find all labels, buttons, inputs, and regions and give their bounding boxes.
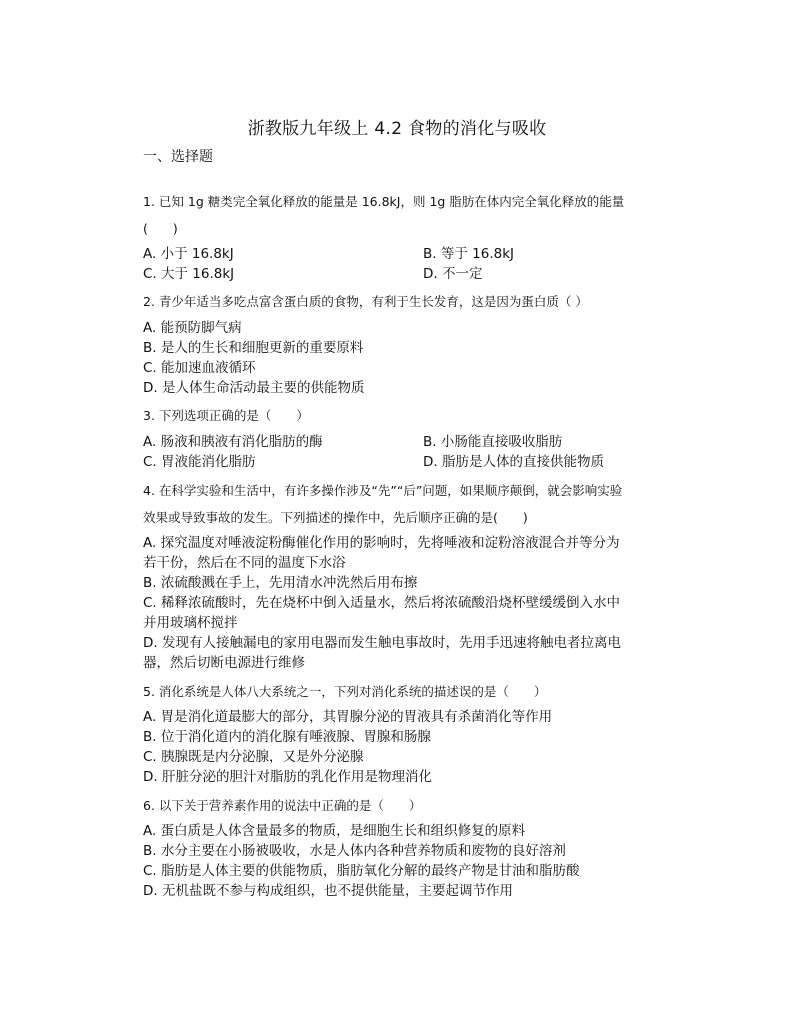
question-4-option-b: B. 浓硫酸溅在手上，先用清水冲洗然后用布擦 [143, 575, 418, 591]
question-3-option-d: D. 脂肪是人体的直接供能物质 [423, 454, 604, 470]
question-1-option-b: B. 等于 16.8kJ [423, 246, 514, 262]
question-1-option-d: D. 不一定 [423, 266, 483, 282]
question-1-answer-paren: ( ) [143, 221, 178, 236]
question-6-option-b: B. 水分主要在小肠被吸收，水是人体内各种营养物质和废物的良好溶剂 [143, 843, 566, 859]
section-heading: 一、选择题 [143, 149, 213, 165]
question-5-option-d: D. 肝脏分泌的胆汁对脂肪的乳化作用是物理消化 [143, 769, 432, 785]
question-1-option-c: C. 大于 16.8kJ [143, 266, 235, 282]
question-2-option-c: C. 能加速血液循环 [143, 360, 256, 376]
question-4-stem-line-2: 效果或导致事故的发生。下列描述的操作中，先后顺序正确的是( ) [143, 510, 528, 525]
question-5-stem: 5. 消化系统是人体八大系统之一，下列对消化系统的描述误的是（ ） [143, 684, 547, 699]
question-4-stem-line-1: 4. 在科学实验和生活中，有许多操作涉及“先”“后”问题，如果顺序颠倒，就会影响实验 [143, 483, 623, 498]
question-4-option-a-line-2: 若干份，然后在不同的温度下水浴 [143, 555, 346, 571]
question-6-option-c: C. 脂肪是人体主要的供能物质，脂肪氧化分解的最终产物是甘油和脂肪酸 [143, 863, 580, 879]
document-title: 浙教版九年级上 4.2 食物的消化与吸收 [247, 119, 547, 139]
question-1-stem: 1. 已知 1g 糖类完全氧化释放的能量是 16.8kJ，则 1g 脂肪在体内完全氧化释放的能量 [143, 194, 625, 209]
question-4-option-d-line-1: D. 发现有人接触漏电的家用电器而发生触电事故时，先用手迅速将触电者拉离电 [143, 635, 621, 651]
question-2-option-d: D. 是人体生命活动最主要的供能物质 [143, 380, 365, 396]
question-3-option-b: B. 小肠能直接吸收脂肪 [423, 434, 563, 450]
question-2-stem: 2. 青少年适当多吃点富含蛋白质的食物，有利于生长发育，这是因为蛋白质（ ） [143, 294, 588, 309]
question-6-stem: 6. 以下关于营养素作用的说法中正确的是（ ） [143, 798, 422, 813]
question-2-option-b: B. 是人的生长和细胞更新的重要原料 [143, 340, 364, 356]
question-6-option-a: A. 蛋白质是人体含量最多的物质，是细胞生长和组织修复的原料 [143, 823, 526, 839]
question-6-option-d: D. 无机盐既不参与构成组织，也不提供能量，主要起调节作用 [143, 883, 513, 899]
question-3-option-c: C. 胃液能消化脂肪 [143, 454, 256, 470]
question-5-option-b: B. 位于消化道内的消化腺有唾液腺、胃腺和肠腺 [143, 729, 431, 745]
question-2-option-a: A. 能预防脚气病 [143, 320, 242, 336]
question-5-option-c: C. 胰腺既是内分泌腺，又是外分泌腺 [143, 749, 364, 765]
question-4-option-c-line-1: C. 稀释浓硫酸时，先在烧杯中倒入适量水，然后将浓硫酸沿烧杯壁缓缓倒入水中 [143, 595, 621, 611]
question-5-option-a: A. 胃是消化道最膨大的部分，其胃腺分泌的胃液具有杀菌消化等作用 [143, 709, 553, 725]
question-4-option-d-line-2: 器，然后切断电源进行维修 [143, 655, 305, 671]
question-1-option-a: A. 小于 16.8kJ [143, 246, 234, 262]
question-3-stem: 3. 下列选项正确的是（ ） [143, 408, 309, 423]
question-4-option-a-line-1: A. 探究温度对唾液淀粉酶催化作用的影响时，先将唾液和淀粉溶液混合并等分为 [143, 535, 620, 551]
question-3-option-a: A. 肠液和胰液有消化脂肪的酶 [143, 434, 323, 450]
question-4-option-c-line-2: 并用玻璃杯搅拌 [143, 615, 238, 631]
